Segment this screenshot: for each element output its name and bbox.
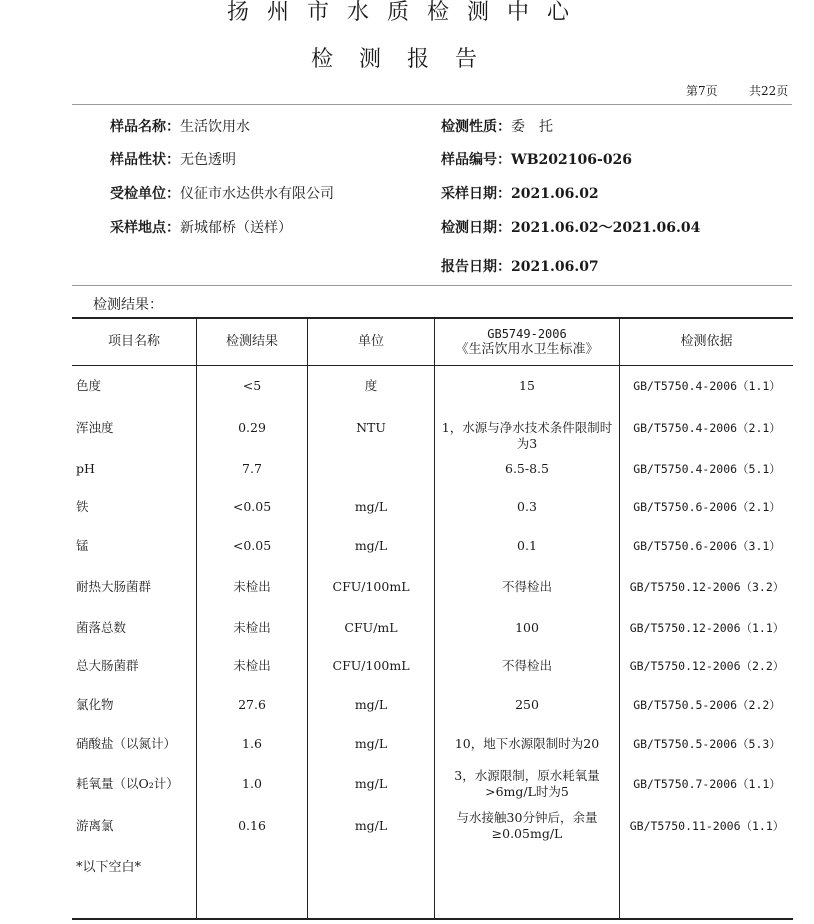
cell-std: 1，水源与净水技术条件限制时为3 — [441, 420, 613, 451]
org-title: 扬州市水质检测中心 — [226, 0, 587, 25]
cell-basis: GB/T5750.12-2006（3.2） — [629, 580, 785, 594]
table-col-divider — [619, 317, 620, 918]
cell-name: 硝酸盐（以氮计） — [76, 736, 177, 751]
cell-result: 0.29 — [238, 420, 266, 435]
cell-std: 与水接触30分钟后，余量≥0.05mg/L — [456, 810, 598, 841]
th-standard-code: GB5749-2006 — [487, 326, 567, 341]
cell-unit: CFU/mL — [344, 620, 398, 635]
info-sampling-date: 采样日期：2021.06.02 — [441, 186, 599, 202]
th-item-name: 项目名称 — [107, 333, 160, 349]
cell-std: 0.1 — [517, 538, 537, 553]
cell-result: 27.6 — [238, 697, 266, 712]
cell-basis: GB/T5750.12-2006（2.2） — [629, 659, 785, 673]
cell-result: 7.7 — [242, 461, 262, 476]
info-sample-id: 样品编号：WB202106-026 — [441, 152, 633, 168]
table-bottom-border — [72, 918, 793, 920]
report-title: 检测报告 — [310, 47, 503, 72]
cell-std: 6.5-8.5 — [505, 461, 549, 476]
cell-name: 耐热大肠菌群 — [76, 579, 152, 594]
cell-unit: mg/L — [354, 538, 388, 553]
cell-result: 未检出 — [233, 620, 271, 635]
info-report-date: 报告日期：2021.06.07 — [441, 259, 599, 275]
cell-unit: NTU — [356, 420, 386, 435]
cell-std: 不得检出 — [501, 658, 552, 673]
cell-result: 1.6 — [242, 736, 262, 751]
cell-result: <0.05 — [232, 499, 272, 514]
info-test-date: 检测日期：2021.06.02～2021.06.04 — [441, 220, 701, 236]
cell-basis: GB/T5750.5-2006（5.3） — [633, 737, 781, 751]
table-col-divider — [196, 317, 197, 918]
cell-result: 未检出 — [233, 658, 271, 673]
cell-unit: CFU/100mL — [332, 579, 410, 594]
cell-unit: CFU/100mL — [332, 658, 410, 673]
cell-name: 耗氧量（以O₂计） — [76, 776, 179, 791]
info-test-nature: 检测性质：委 托 — [441, 119, 553, 135]
cell-unit: 度 — [364, 378, 378, 393]
table-header-border — [72, 365, 793, 366]
table-col-divider — [434, 317, 435, 918]
cell-name: 色度 — [76, 378, 102, 393]
cell-std: 15 — [519, 378, 535, 393]
cell-basis: GB/T5750.6-2006（2.1） — [633, 500, 781, 514]
cell-result: <0.05 — [232, 538, 272, 553]
cell-unit: mg/L — [354, 499, 388, 514]
cell-name: 锰 — [76, 538, 89, 553]
cell-std: 250 — [515, 697, 539, 712]
info-sample-name: 样品名称：生活饮用水 — [110, 119, 250, 135]
th-standard — [435, 318, 619, 365]
cell-name: 铁 — [76, 499, 89, 514]
cell-basis: GB/T5750.11-2006（1.1） — [629, 819, 785, 833]
cell-name: 游离氯 — [76, 818, 114, 833]
page-current: 第7页 — [686, 84, 718, 98]
cell-result: <5 — [242, 378, 262, 393]
info-rule — [72, 285, 792, 286]
cell-name: 氯化物 — [76, 697, 114, 712]
cell-std: 0.3 — [517, 499, 537, 514]
cell-result: 0.16 — [238, 818, 266, 833]
th-unit: 单位 — [357, 333, 384, 349]
cell-name: 菌落总数 — [76, 620, 127, 635]
cell-basis: GB/T5750.6-2006（3.1） — [633, 539, 781, 553]
cell-result: 1.0 — [242, 776, 262, 791]
th-standard-name: 《生活饮用水卫生标准》 — [455, 341, 599, 357]
th-result: 检测结果 — [225, 333, 278, 349]
cell-std: 10，地下水源限制时为20 — [454, 736, 600, 751]
info-client: 受检单位：仪征市水达供水有限公司 — [110, 186, 334, 202]
th-basis: 检测依据 — [680, 333, 733, 349]
cell-unit: mg/L — [354, 776, 388, 791]
cell-name: 浑浊度 — [76, 420, 114, 435]
end-note: *以下空白* — [76, 860, 142, 875]
header-rule — [72, 104, 792, 105]
cell-unit: mg/L — [354, 818, 388, 833]
cell-unit: mg/L — [354, 697, 388, 712]
cell-unit: mg/L — [354, 736, 388, 751]
cell-basis: GB/T5750.4-2006（5.1） — [633, 462, 781, 476]
cell-basis: GB/T5750.4-2006（2.1） — [633, 421, 781, 435]
cell-basis: GB/T5750.7-2006（1.1） — [633, 777, 781, 791]
cell-name: 总大肠菌群 — [76, 658, 139, 673]
info-sample-appearance: 样品性状：无色透明 — [110, 152, 236, 168]
results-title: 检测结果： — [93, 297, 163, 313]
cell-result: 未检出 — [233, 579, 271, 594]
cell-basis: GB/T5750.12-2006（1.1） — [629, 621, 785, 635]
cell-basis: GB/T5750.4-2006（1.1） — [633, 379, 781, 393]
page-total: 共22页 — [749, 84, 789, 98]
info-sampling-site: 采样地点：新城郁桥（送样） — [110, 220, 292, 236]
cell-std: 3，水源限制，原水耗氧量>6mg/L时为5 — [454, 768, 600, 799]
cell-name: pH — [76, 461, 95, 476]
cell-basis: GB/T5750.5-2006（2.2） — [633, 698, 781, 712]
cell-std: 100 — [515, 620, 539, 635]
cell-std: 不得检出 — [501, 579, 552, 594]
